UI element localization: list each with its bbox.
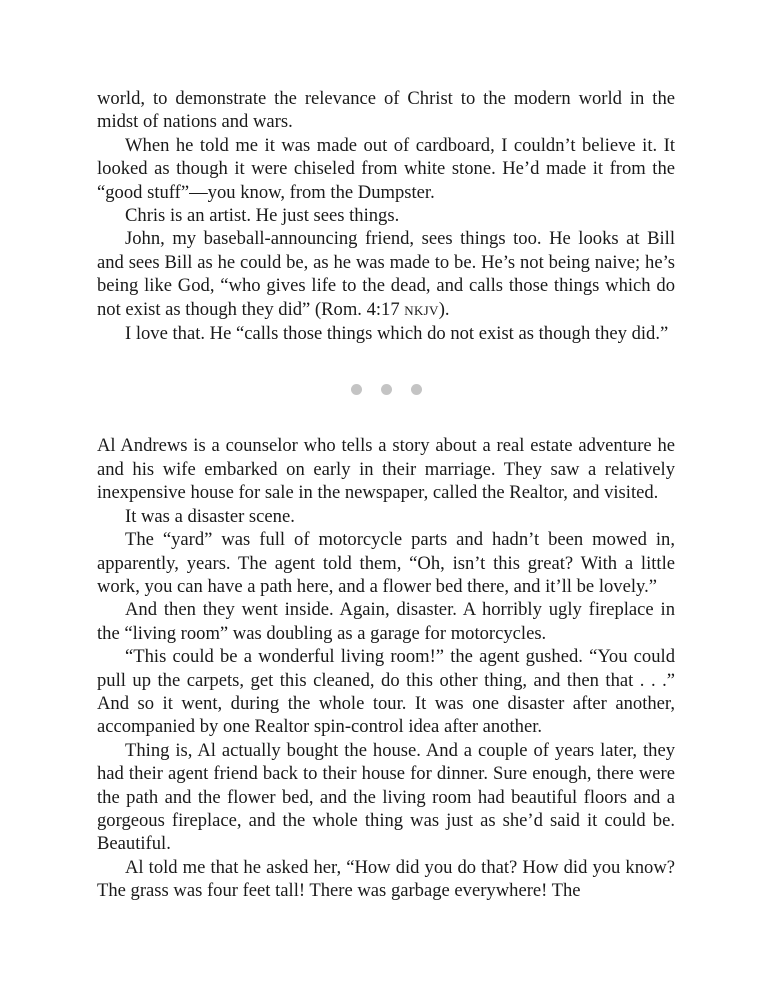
paragraph-al-andrews: Al Andrews is a counselor who tells a story about a real estate adventure he and his wife embarked on early in their marriage. They saw a relatively inexpensive house for sale in the newspaper, called the Realtor, and visited. bbox=[97, 435, 675, 504]
paragraph-john-text: John, my baseball-announcing friend, sees things too. He looks at Bill and sees Bill as he could be, as he was made to be. He’s not being naive; he’s being like God, “who gives life to the dead, and calls those things which do not exist as though they did” (Rom. 4:17 bbox=[97, 228, 675, 320]
book-page bbox=[97, 87, 675, 903]
section-break-dot bbox=[381, 384, 392, 395]
paragraph-how-did-you-know: Al told me that he asked her, “How did you do that? How did you know? The grass was four feet tall! There was garbage everywhere! The bbox=[97, 856, 675, 902]
paragraph-chris-artist: Chris is an artist. He just sees things. bbox=[125, 205, 400, 227]
bible-version-abbrev: NKJV bbox=[404, 302, 439, 318]
paragraph-i-love-that: I love that. He “calls those things which do not exist as though they did.” bbox=[125, 323, 669, 345]
paragraph-agent-gushed: “This could be a wonderful living room!” the agent gushed. “You could pull up the carpets, get this cleaned, do this other thing, and then that . . .” And so it went, during the whole tour. It was one disaster after another, accompanied by one Realtor spin-control idea after another. bbox=[97, 646, 675, 738]
paragraph-john-closing: ). bbox=[438, 298, 450, 320]
paragraph-went-inside: And then they went inside. Again, disaster. A horribly ugly fireplace in the “living room” was doubling as a garage for motorcycles. bbox=[97, 599, 675, 644]
paragraph-yard: The “yard” was full of motorcycle parts and hadn’t been mowed in, apparently, years. The agent told them, “Oh, isn’t this great? With a little work, you can have a path here, and a flower bed there, and it’ll be lovely.” bbox=[97, 529, 675, 597]
section-break-dot bbox=[411, 384, 422, 395]
paragraph-continuation: world, to demonstrate the relevance of Christ to the modern world in the midst of nations and wars. bbox=[97, 88, 675, 133]
paragraph-cardboard: When he told me it was made out of cardboard, I couldn’t believe it. It looked as though it were chiseled from white stone. He’d made it from the “good stuff”—you know, from the Dumpster. bbox=[97, 134, 675, 203]
section-break-dots bbox=[97, 345, 675, 434]
paragraph-john-sees-things bbox=[97, 227, 675, 322]
paragraph-disaster-scene: It was a disaster scene. bbox=[125, 505, 295, 527]
section-break-dot bbox=[351, 384, 362, 395]
paragraph-bought-house: Thing is, Al actually bought the house. And a couple of years later, they had their agent friend back to their house for dinner. Sure enough, there were the path and the flower bed, and the living room had beautiful floors and a gorgeous fireplace, and the whole thing was just as she’d said it could be. Beautiful. bbox=[97, 739, 675, 855]
